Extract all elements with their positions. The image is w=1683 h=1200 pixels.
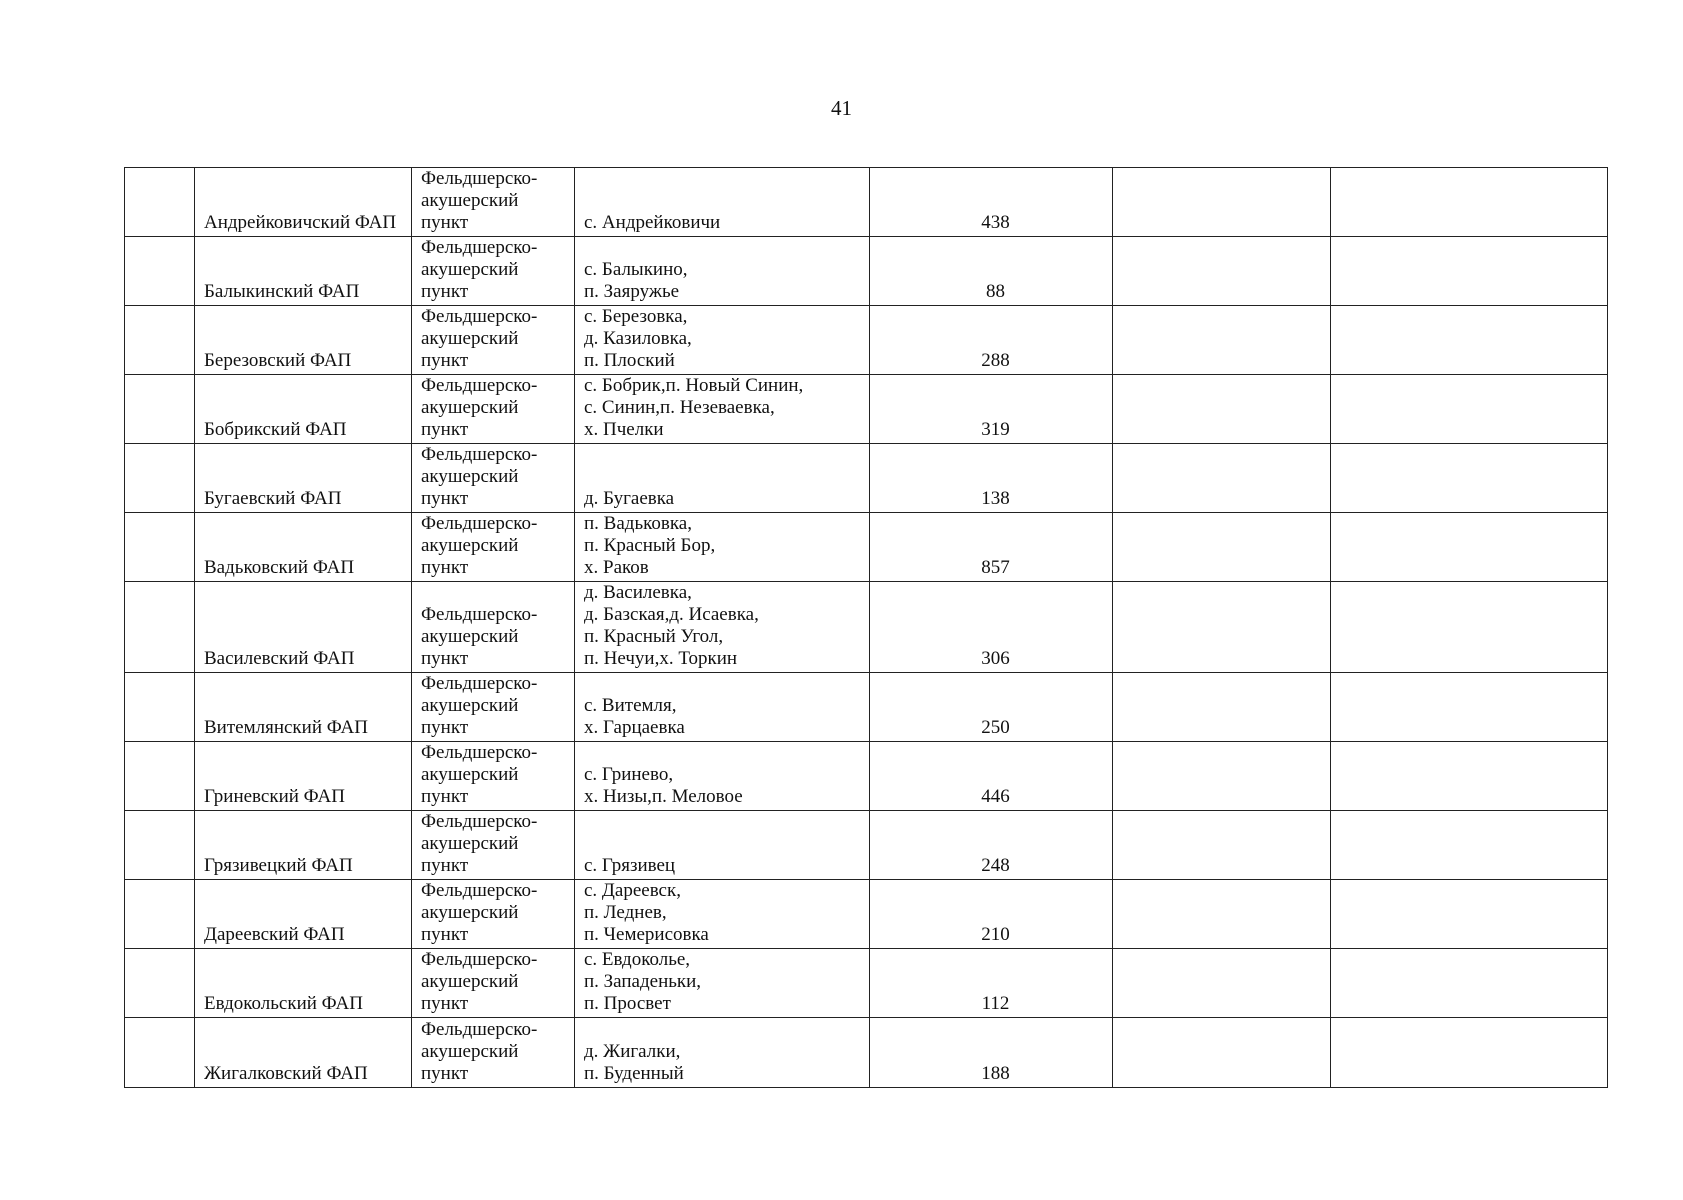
facility-name: Дареевский ФАП: [204, 924, 345, 945]
facility-type-line: акушерский: [421, 328, 519, 349]
number-cell: [125, 811, 195, 880]
page-number: 41: [831, 96, 852, 120]
facility-type-cell: [412, 582, 575, 673]
settlement-line: с. Гринево,: [584, 764, 674, 785]
table-row: [125, 375, 1608, 444]
population-cell: [870, 306, 1113, 375]
table-row: [125, 949, 1608, 1018]
empty-cell: [1331, 949, 1608, 1018]
empty-cell: [1113, 880, 1331, 949]
facility-name: Жигалковский ФАП: [204, 1063, 368, 1084]
facility-type-line: Фельдшерско-: [421, 673, 538, 694]
facility-type-line: пункт: [421, 212, 469, 233]
facility-name-cell: [195, 582, 412, 673]
number-cell: [125, 949, 195, 1018]
number-cell: [125, 582, 195, 673]
table-row: [125, 742, 1608, 811]
facility-type-line: Фельдшерско-: [421, 306, 538, 327]
facility-name: Вадьковский ФАП: [204, 557, 355, 578]
empty-cell: [1331, 168, 1608, 237]
facility-name: Грязивецкий ФАП: [204, 855, 353, 876]
settlement-line: п. Заяружье: [584, 281, 680, 302]
facility-type-cell: [412, 168, 575, 237]
facility-name-cell: [195, 880, 412, 949]
table-row: [125, 673, 1608, 742]
number-cell: [125, 1018, 195, 1088]
empty-cell: [1113, 1018, 1331, 1088]
facility-type-cell: [412, 306, 575, 375]
table-row: [125, 880, 1608, 949]
settlement-line: с. Березовка,: [584, 306, 688, 327]
population-value: 138: [981, 488, 1010, 509]
population-value: 438: [981, 212, 1010, 233]
population-value: 857: [981, 557, 1010, 578]
empty-cell: [1331, 513, 1608, 582]
empty-cell: [1113, 444, 1331, 513]
settlement-line: п. Буденный: [584, 1063, 684, 1084]
population-cell: [870, 673, 1113, 742]
table-row: [125, 811, 1608, 880]
facility-name: Бобрикский ФАП: [204, 419, 347, 440]
number-cell: [125, 375, 195, 444]
facility-name-cell: [195, 742, 412, 811]
population-value: 288: [981, 350, 1010, 371]
facility-type-cell: [412, 375, 575, 444]
fap-table: [124, 167, 1608, 1088]
settlements-cell: [575, 673, 870, 742]
settlement-line: п. Леднев,: [584, 902, 667, 923]
settlement-line: с. Дареевск,: [584, 880, 681, 901]
settlement-line: х. Гарцаевка: [584, 717, 685, 738]
facility-name-cell: [195, 1018, 412, 1088]
empty-cell: [1113, 582, 1331, 673]
table-row: [125, 1018, 1608, 1088]
empty-cell: [1331, 742, 1608, 811]
facility-name-cell: [195, 306, 412, 375]
empty-cell: [1113, 742, 1331, 811]
facility-type-line: Фельдшерско-: [421, 444, 538, 465]
table-body: [125, 168, 1608, 1088]
facility-type-line: акушерский: [421, 535, 519, 556]
population-cell: [870, 168, 1113, 237]
population-cell: [870, 513, 1113, 582]
facility-type-line: Фельдшерско-: [421, 604, 538, 625]
population-cell: [870, 582, 1113, 673]
settlement-line: с. Грязивец: [584, 855, 676, 876]
population-value: 250: [981, 717, 1010, 738]
number-cell: [125, 444, 195, 513]
population-cell: [870, 237, 1113, 306]
facility-type-line: акушерский: [421, 833, 519, 854]
facility-type-line: пункт: [421, 350, 469, 371]
facility-type-line: акушерский: [421, 695, 519, 716]
population-cell: [870, 444, 1113, 513]
settlement-line: х. Пчелки: [584, 419, 664, 440]
settlements-cell: [575, 742, 870, 811]
facility-type-line: пункт: [421, 786, 469, 807]
number-cell: [125, 673, 195, 742]
facility-name: Бугаевский ФАП: [204, 488, 342, 509]
number-cell: [125, 880, 195, 949]
facility-name-cell: [195, 237, 412, 306]
settlement-line: п. Плоский: [584, 350, 675, 371]
facility-name: Гриневский ФАП: [204, 786, 345, 807]
facility-type-cell: [412, 880, 575, 949]
facility-name-cell: [195, 375, 412, 444]
facility-name: Витемлянский ФАП: [204, 717, 368, 738]
table-row: [125, 582, 1608, 673]
settlements-cell: [575, 949, 870, 1018]
settlement-line: п. Нечуи,х. Торкин: [584, 648, 738, 669]
number-cell: [125, 513, 195, 582]
settlement-line: х. Раков: [584, 557, 649, 578]
empty-cell: [1113, 306, 1331, 375]
settlement-line: д. Базская,д. Исаевка,: [584, 604, 759, 625]
settlement-line: д. Казиловка,: [584, 328, 692, 349]
facility-type-line: акушерский: [421, 626, 519, 647]
empty-cell: [1331, 237, 1608, 306]
empty-cell: [1331, 1018, 1608, 1088]
facility-type-line: пункт: [421, 855, 469, 876]
settlement-line: п. Вадьковка,: [584, 513, 692, 534]
settlements-cell: [575, 444, 870, 513]
empty-cell: [1331, 306, 1608, 375]
facility-type-line: Фельдшерско-: [421, 513, 538, 534]
empty-cell: [1113, 375, 1331, 444]
population-cell: [870, 949, 1113, 1018]
settlement-line: п. Западеньки,: [584, 971, 702, 992]
facility-type-line: Фельдшерско-: [421, 237, 538, 258]
settlement-line: д. Василевка,: [584, 582, 692, 603]
facility-type-cell: [412, 444, 575, 513]
table-row: [125, 237, 1608, 306]
facility-name-cell: [195, 168, 412, 237]
settlements-cell: [575, 375, 870, 444]
settlement-line: п. Красный Угол,: [584, 626, 724, 647]
empty-cell: [1331, 444, 1608, 513]
number-cell: [125, 742, 195, 811]
facility-type-line: акушерский: [421, 764, 519, 785]
table-row: [125, 168, 1608, 237]
empty-cell: [1113, 949, 1331, 1018]
facility-type-cell: [412, 237, 575, 306]
number-cell: [125, 306, 195, 375]
facility-name-cell: [195, 811, 412, 880]
facility-type-line: акушерский: [421, 466, 519, 487]
settlements-cell: [575, 306, 870, 375]
population-cell: [870, 375, 1113, 444]
settlements-cell: [575, 811, 870, 880]
facility-name: Андрейковичский ФАП: [204, 212, 397, 233]
facility-type-cell: [412, 513, 575, 582]
number-cell: [125, 168, 195, 237]
empty-cell: [1113, 168, 1331, 237]
facility-type-line: пункт: [421, 717, 469, 738]
number-cell: [125, 237, 195, 306]
facility-type-line: пункт: [421, 557, 469, 578]
facility-name: Евдокольский ФАП: [204, 993, 363, 1014]
empty-cell: [1113, 237, 1331, 306]
population-cell: [870, 1018, 1113, 1088]
settlements-cell: [575, 1018, 870, 1088]
facility-type-line: Фельдшерско-: [421, 1019, 538, 1040]
facility-type-cell: [412, 949, 575, 1018]
facility-type-line: пункт: [421, 924, 469, 945]
settlement-line: п. Просвет: [584, 993, 671, 1014]
population-cell: [870, 880, 1113, 949]
population-value: 446: [981, 786, 1010, 807]
settlement-line: п. Красный Бор,: [584, 535, 716, 556]
facility-type-line: Фельдшерско-: [421, 880, 538, 901]
facility-type-line: пункт: [421, 993, 469, 1014]
settlement-line: с. Балыкино,: [584, 259, 688, 280]
population-value: 248: [981, 855, 1010, 876]
settlements-cell: [575, 513, 870, 582]
facility-type-line: пункт: [421, 419, 469, 440]
population-value: 188: [981, 1063, 1010, 1084]
population-value: 88: [986, 281, 1005, 302]
population-value: 112: [981, 993, 1010, 1014]
facility-name: Василевский ФАП: [204, 648, 355, 669]
settlements-cell: [575, 168, 870, 237]
population-value: 210: [981, 924, 1010, 945]
facility-type-line: акушерский: [421, 971, 519, 992]
facility-type-cell: [412, 811, 575, 880]
facility-type-line: Фельдшерско-: [421, 742, 538, 763]
facility-type-line: акушерский: [421, 902, 519, 923]
settlement-line: с. Андрейковичи: [584, 212, 721, 233]
facility-type-line: Фельдшерско-: [421, 949, 538, 970]
settlement-line: с. Витемля,: [584, 695, 677, 716]
facility-name-cell: [195, 513, 412, 582]
settlement-line: с. Бобрик,п. Новый Синин,: [584, 375, 804, 396]
facility-type-line: пункт: [421, 488, 469, 509]
settlements-cell: [575, 880, 870, 949]
settlement-line: д. Жигалки,: [584, 1041, 681, 1062]
settlements-cell: [575, 237, 870, 306]
facility-name-cell: [195, 444, 412, 513]
facility-type-line: акушерский: [421, 397, 519, 418]
settlement-line: д. Бугаевка: [584, 488, 675, 509]
empty-cell: [1331, 811, 1608, 880]
settlement-line: с. Евдоколье,: [584, 949, 691, 970]
facility-name: Березовский ФАП: [204, 350, 352, 371]
facility-type-cell: [412, 673, 575, 742]
table-row: [125, 444, 1608, 513]
facility-name: Балыкинский ФАП: [204, 281, 360, 302]
facility-name-cell: [195, 673, 412, 742]
facility-type-line: акушерский: [421, 190, 519, 211]
facility-type-cell: [412, 1018, 575, 1088]
facility-type-line: Фельдшерско-: [421, 811, 538, 832]
facility-type-line: акушерский: [421, 1041, 519, 1062]
facility-type-line: пункт: [421, 648, 469, 669]
settlements-cell: [575, 582, 870, 673]
empty-cell: [1331, 673, 1608, 742]
settlement-line: с. Синин,п. Незеваевка,: [584, 397, 775, 418]
facility-type-line: Фельдшерско-: [421, 375, 538, 396]
facility-type-line: Фельдшерско-: [421, 168, 538, 189]
facility-type-cell: [412, 742, 575, 811]
table-row: [125, 513, 1608, 582]
population-cell: [870, 811, 1113, 880]
facility-type-line: пункт: [421, 1063, 469, 1084]
empty-cell: [1331, 880, 1608, 949]
facility-type-line: пункт: [421, 281, 469, 302]
empty-cell: [1331, 375, 1608, 444]
empty-cell: [1113, 673, 1331, 742]
facility-name-cell: [195, 949, 412, 1018]
facility-type-line: акушерский: [421, 259, 519, 280]
table-row: [125, 306, 1608, 375]
empty-cell: [1113, 513, 1331, 582]
population-cell: [870, 742, 1113, 811]
settlement-line: п. Чемерисовка: [584, 924, 709, 945]
empty-cell: [1331, 582, 1608, 673]
empty-cell: [1113, 811, 1331, 880]
settlement-line: х. Низы,п. Меловое: [584, 786, 743, 807]
population-value: 319: [981, 419, 1010, 440]
population-value: 306: [981, 648, 1010, 669]
